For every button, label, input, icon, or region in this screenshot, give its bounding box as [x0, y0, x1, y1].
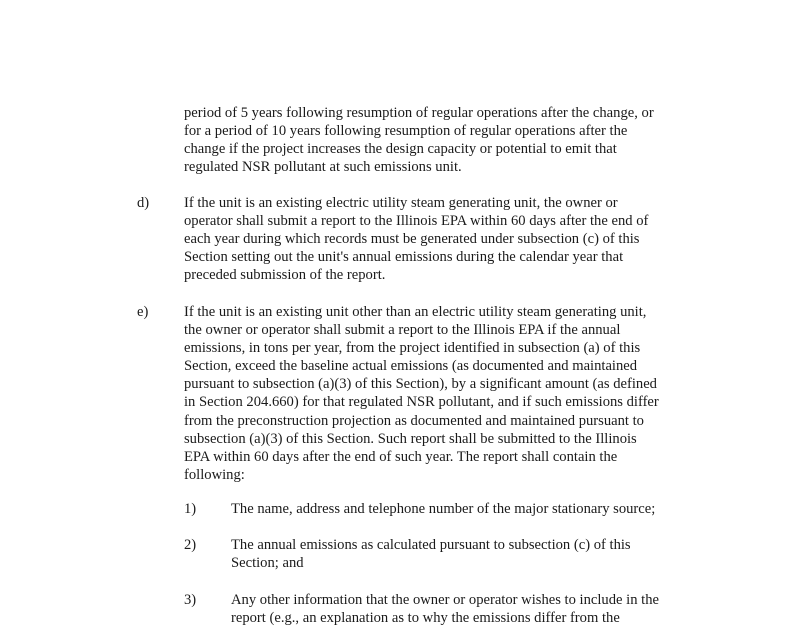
subsection-e-label: e)	[137, 304, 149, 320]
list-item-2-label: 2)	[184, 537, 197, 553]
subsection-d-label: d)	[137, 195, 150, 211]
subsection-e-paragraph: If the unit is an existing unit other than an electric utility steam generating unit, the owner or operator shall submit a report to the Illinois EPA if the annual emissions, in tons per year, from the project identified in subsection (a) of this Section, exceed the baseline actual emissions (as documented and maintained pursuant to subsection (a)(3) of this Section), by a significant amount (as defined in Section 204.660) for that regulated NSR pollutant, and if such emissions differ from the preconstruction projection as documented and maintained pursuant to subsection (a)(3) of this Section. Such report shall be submitted to the Illinois EPA within 60 days after the end of such year. The report shall contain the following:	[184, 304, 659, 483]
list-item-3-text: Any other information that the owner or operator wishes to include in the report (e.g., an explanation as to why the emissions differ from the	[231, 592, 659, 627]
list-item-2-text: The annual emissions as calculated pursuant to subsection (c) of this Section; and	[231, 537, 631, 572]
list-item-1-label: 1)	[184, 501, 197, 517]
list-item-1-text: The name, address and telephone number of the major stationary source;	[231, 501, 656, 517]
list-item-3-label: 3)	[184, 592, 197, 608]
subsection-d-paragraph: If the unit is an existing electric utility steam generating unit, the owner or operator shall submit a report to the Illinois EPA within 60 days after the end of each year during which records must be generated under subsection (c) of this Section setting out the unit's annual emissions during the calendar year that preceded submission of the report.	[184, 195, 649, 284]
continuation-paragraph: period of 5 years following resumption of regular operations after the change, or for a period of 10 years following resumption of regular operations after the change if the project increases the design capacity or potential to emit that regulated NSR pollutant at such emissions unit.	[184, 105, 654, 176]
